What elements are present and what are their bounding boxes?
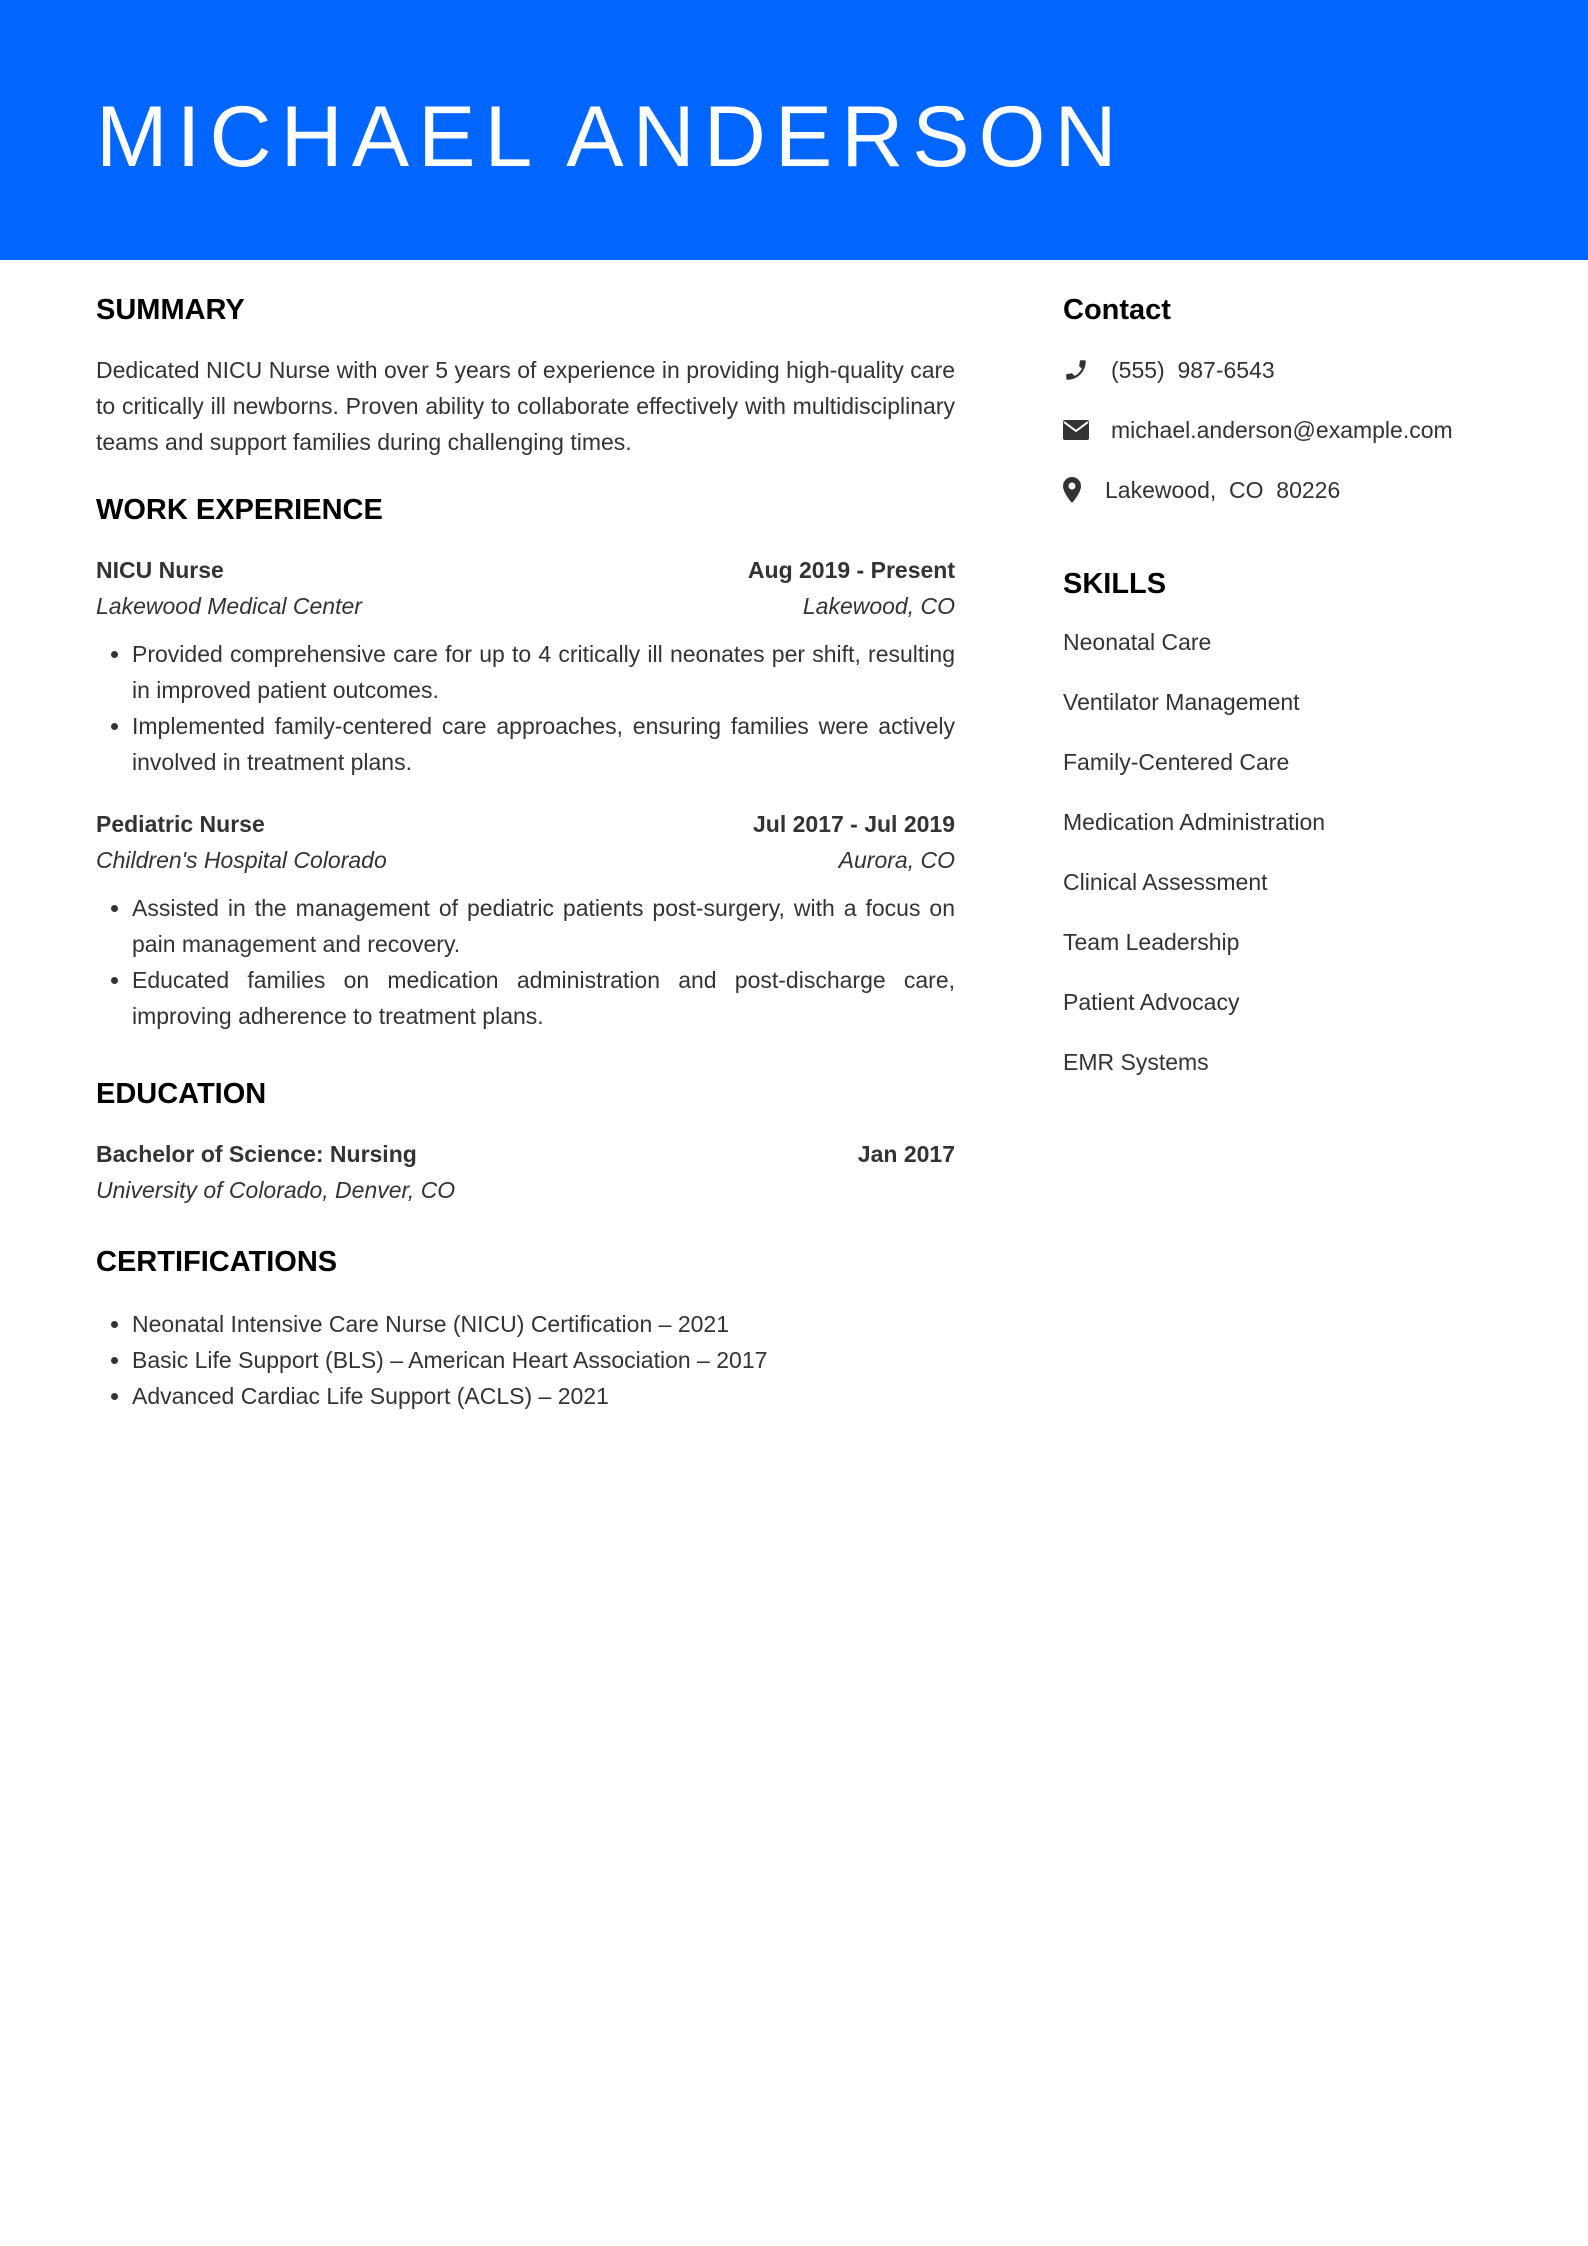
job-bullets xyxy=(96,890,955,1034)
header-banner xyxy=(0,0,1588,260)
contact-list xyxy=(1063,352,1523,508)
skills-list xyxy=(1063,624,1523,1080)
education-school: University of Colorado, Denver, CO xyxy=(96,1177,456,1203)
skill-item: Neonatal Care xyxy=(1063,629,1212,655)
summary-heading: SUMMARY xyxy=(96,294,245,326)
skill-item: EMR Systems xyxy=(1063,1049,1209,1075)
job-dates: Aug 2019 - Present xyxy=(747,557,955,583)
envelope-icon xyxy=(1063,416,1091,444)
job-location: Aurora, CO xyxy=(838,847,955,873)
job-bullet: • Provided comprehensive care for up to 4 critically ill neonates per shift, resulting in improved patient outcomes. xyxy=(132,636,955,708)
education-heading: EDUCATION xyxy=(96,1078,267,1110)
certifications-list xyxy=(96,1306,955,1414)
main-column xyxy=(96,290,955,1414)
job-bullet: • Assisted in the management of pediatric patients post-surgery, with a focus on pain management and recovery. xyxy=(132,890,955,962)
education-entry xyxy=(96,1136,955,1208)
certification-item: • Advanced Cardiac Life Support (ACLS) – 2021 xyxy=(132,1378,955,1414)
contact-phone-text[interactable]: (555) 987-6543 xyxy=(1111,357,1275,383)
job-entry xyxy=(96,806,955,1034)
job-dates: Jul 2017 - Jul 2019 xyxy=(752,811,955,837)
job-employer: Children's Hospital Colorado xyxy=(96,847,387,873)
job-employer: Lakewood Medical Center xyxy=(96,593,362,619)
contact-location xyxy=(1063,472,1523,508)
education-section xyxy=(96,1074,955,1208)
skill-item: Patient Advocacy xyxy=(1063,989,1240,1015)
contact-phone xyxy=(1063,352,1523,388)
summary-section xyxy=(96,290,955,460)
education-date: Jan 2017 xyxy=(857,1141,955,1167)
certification-item: • Neonatal Intensive Care Nurse (NICU) Certification – 2021 xyxy=(132,1306,955,1342)
summary-text: Dedicated NICU Nurse with over 5 years of experience in providing high-quality care to critically ill newborns. Proven ability to collaborate effectively with multidisciplinary teams and support families during challenging times. xyxy=(96,357,955,455)
skills-heading: SKILLS xyxy=(1063,568,1167,600)
certifications-section xyxy=(96,1242,955,1414)
work-experience-section xyxy=(96,490,955,1034)
skill-item: Team Leadership xyxy=(1063,929,1240,955)
job-bullet: • Educated families on medication administration and post-discharge care, improving adherence to treatment plans. xyxy=(132,962,955,1034)
education-degree: Bachelor of Science: Nursing xyxy=(96,1141,417,1167)
certification-item: • Basic Life Support (BLS) – American Heart Association – 2017 xyxy=(132,1342,955,1378)
job-role: Pediatric Nurse xyxy=(96,811,265,837)
job-location: Lakewood, CO xyxy=(802,593,955,619)
contact-heading: Contact xyxy=(1063,294,1171,326)
phone-icon xyxy=(1063,356,1091,384)
candidate-name: MICHAEL ANDERSON xyxy=(96,89,1126,185)
skill-item: Ventilator Management xyxy=(1063,689,1300,715)
contact-email-text[interactable]: michael.anderson@example.com xyxy=(1111,417,1453,443)
contact-email xyxy=(1063,412,1523,448)
skill-item: Clinical Assessment xyxy=(1063,869,1268,895)
job-bullets xyxy=(96,636,955,780)
contact-location-text: Lakewood, CO 80226 xyxy=(1105,477,1341,503)
work-experience-heading: WORK EXPERIENCE xyxy=(96,494,383,526)
job-entry xyxy=(96,552,955,780)
skill-item: Medication Administration xyxy=(1063,809,1326,835)
certifications-heading: CERTIFICATIONS xyxy=(96,1246,338,1278)
sidebar-column xyxy=(1063,290,1523,1104)
job-role: NICU Nurse xyxy=(96,557,224,583)
job-bullet: • Implemented family-centered care approaches, ensuring families were actively involved in treatment plans. xyxy=(132,708,955,780)
skill-item: Family-Centered Care xyxy=(1063,749,1290,775)
map-pin-icon xyxy=(1063,476,1085,504)
